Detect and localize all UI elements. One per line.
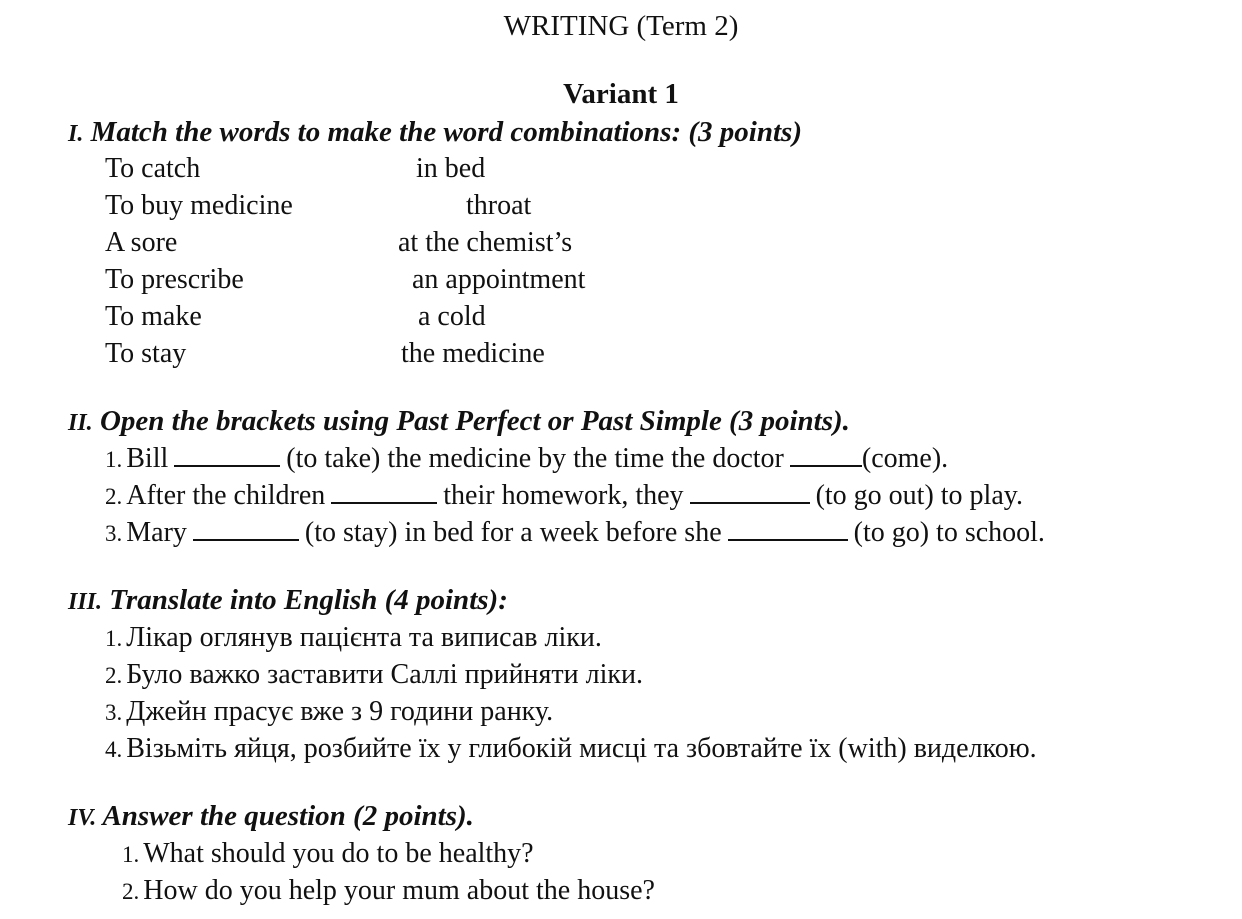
section-title: Answer the question (2 points). [102,800,474,832]
section-number: II. [68,410,93,436]
section-title: Match the words to make the word combinations: (3 points) [90,116,802,148]
answer-blank[interactable] [193,517,299,541]
match-right-item: the medicine [401,338,545,369]
section-3-heading [68,582,508,620]
item-text: After the children [126,480,326,511]
section-2-heading [68,403,850,441]
match-right-item: a cold [418,301,486,332]
answer-blank[interactable] [728,517,848,541]
item-number: 2. [122,879,140,904]
section-title: Open the brackets using Past Perfect or Past Simple (3 points). [99,405,850,437]
item-number: 1. [122,842,140,867]
section-4-heading [68,798,474,836]
item-number: 3. [105,521,123,546]
item-text: How do you help your mum about the house? [143,875,655,906]
item-text: Візьміть яйця, розбийте їх у глибокій мисці та збовтайте їх (with) виделкою. [126,733,1037,764]
item-text: (to take) the medicine by the time the doctor [286,443,784,474]
item-number: 2. [105,663,123,688]
answer-blank[interactable] [790,443,862,467]
match-right-item: in bed [416,153,486,184]
item-number: 3. [105,700,123,725]
section-number: III. [68,589,103,615]
item-text: (to stay) in bed for a week before she [304,517,722,548]
exercise-item [105,478,1023,515]
match-left-item: To catch [105,153,201,184]
answer-blank[interactable] [690,480,810,504]
section-title: Translate into English (4 points): [109,584,508,616]
translation-item [105,657,643,694]
exercise-item [105,515,1045,552]
item-number: 1. [105,447,123,472]
match-left-item: To prescribe [105,264,244,295]
item-text: Bill [126,443,169,474]
section-number: IV. [68,805,97,831]
translation-item [105,620,602,657]
answer-blank[interactable] [331,480,437,504]
match-left-item: To stay [105,338,187,369]
item-text: Лікар оглянув пацієнта та виписав ліки. [126,622,602,653]
section-number: I. [68,121,84,147]
section-1-heading [68,114,802,152]
match-left-item: A sore [105,227,178,258]
item-number: 4. [105,737,123,762]
translation-item [105,731,1037,768]
match-right-item: an appointment [412,264,586,295]
item-text: Mary [126,517,187,548]
item-text: What should you do to be healthy? [143,838,534,869]
question-item [122,836,534,873]
exercise-item [105,441,948,478]
match-left-item: To make [105,301,202,332]
answer-blank[interactable] [174,443,280,467]
match-right-item: throat [466,190,532,221]
question-item [122,873,655,910]
item-text: (come). [861,443,949,474]
translation-item [105,694,553,731]
item-text: their homework, they [443,480,684,511]
match-left-item: To buy medicine [105,190,293,221]
match-right-item: at the chemist’s [398,227,573,258]
item-text: (to go out) to play. [815,480,1023,511]
document-title: WRITING (Term 2) [503,10,739,42]
item-text: Джейн прасує вже з 9 години ранку. [126,696,554,727]
variant-heading: Variant 1 [563,78,679,110]
item-text: (to go) to school. [853,517,1045,548]
item-number: 1. [105,626,123,651]
item-text: Було важко заставити Саллі прийняти ліки. [126,659,643,690]
item-number: 2. [105,484,123,509]
